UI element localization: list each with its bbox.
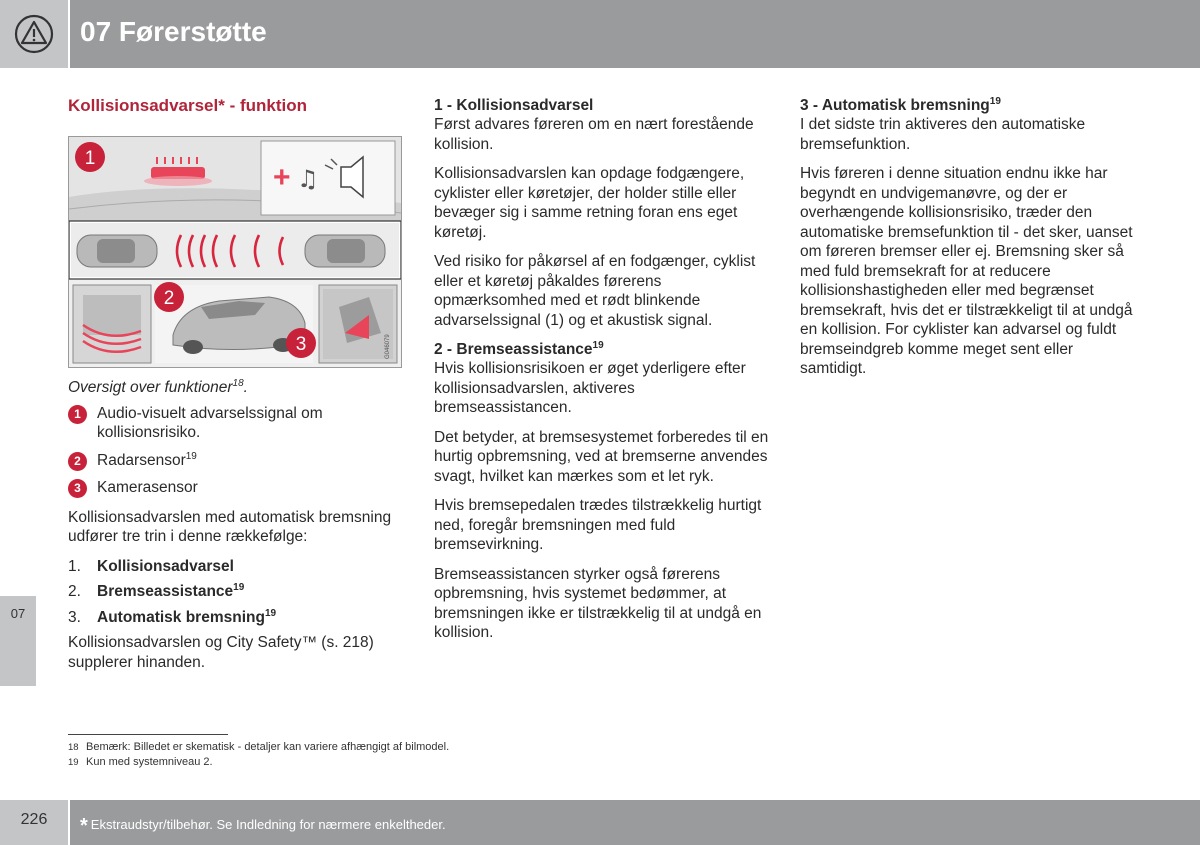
page-number: 226 [20, 811, 48, 828]
legend-text: Audio-visuelt advarselssignal om kollisionsrisiko. [97, 404, 323, 441]
asterisk-marker: * [80, 815, 88, 837]
column-2 [434, 96, 769, 653]
footnote-18: 18 Bemærk: Billedet er skematisk - detaljer kan variere afhængigt af bilmodel. [68, 741, 450, 753]
paragraph: Kollisionsadvarslen kan opdage fodgængere, cyklister eller køretøjer, der holder stille eller bevæger sig i samme retning foran ens eget køretøj. [434, 165, 745, 241]
legend-text: Radarsensor [97, 451, 186, 469]
footnote-19: 19 Kun med systemniveau 2. [68, 756, 213, 768]
legend-number-badge: 1 [68, 405, 87, 424]
paragraph: I det sidste trin aktiveres den automatiske bremsefunktion. [800, 116, 1086, 153]
list-item: 3. Automatisk bremsning$^{19}$ [68, 607, 277, 626]
section-title: Kollisionsadvarsel* - funktion [68, 96, 307, 115]
chapter-title: 07 Førerstøtte [80, 16, 267, 47]
subsection-heading-1: 1 - Kollisionsadvarsel [434, 97, 594, 114]
intro-paragraph: Kollisionsadvarslen med automatisk bremsning udfører tre trin i denne rækkefølge: [68, 508, 392, 545]
subsection-heading-3: 3 - Automatisk bremsning$^{19}$ [800, 95, 1001, 114]
paragraph: Ved risiko for påkørsel af en fodgænger, cyklist eller et køretøj påkaldes førerens opmærksomhed med et rødt blinkende advarselssignal (1) og et akustisk signal. [434, 253, 756, 329]
paragraph: Hvis bremsepedalen trædes tilstrækkelig hurtigt ned, foregår bremsningen med fuld bremsevirkning. [434, 497, 762, 553]
svg-text:♫: ♫ [297, 165, 319, 193]
paragraph: Bremseassistancen styrker også førerens opbremsning, hvis systemet bedømmer, at bremsningen ikke er tilstrækkelig til at undgå en kollision. [434, 565, 762, 641]
figure-callout-3: 3 [295, 334, 307, 355]
figure-caption: Oversigt over funktioner$^{18}$. [68, 377, 248, 396]
steps-list [68, 557, 398, 628]
figure-callout-2: 2 [163, 288, 175, 309]
paragraph: Hvis føreren i denne situation endnu ikke har begyndt en undvigemanøvre, og der er overhængende kollisionsrisiko, træder den automatiske bremsefunktion til - det sker, uanset om føreren bremser eller ej. Bremsning sker så med fuld bremsekraft for at reducere kollisionshastigheden eller med begrænset bremsekraft, hvis det er tilstrækkeligt til at undgå en kollision. For cyklister kan advarsel og fuldt bremseindgreb komme meget sent eller samtidigt. [800, 165, 1133, 377]
svg-text:+: + [273, 161, 291, 194]
paragraph: Hvis kollisionsrisikoen er øget yderligere efter kollisionsadvarslen, aktiveres bremseassistancen. [434, 360, 746, 416]
function-overview-figure [68, 136, 402, 368]
collision-warning-illustration [69, 137, 401, 367]
legend-number-badge: 2 [68, 452, 87, 471]
chapter-side-tab-label: 07 [10, 606, 26, 621]
column-1 [68, 96, 398, 682]
subsection-heading-2: 2 - Bremseassistance$^{19}$ [434, 339, 604, 358]
figure-image-code: G046079 [385, 334, 391, 359]
legend-item-3 [68, 478, 398, 498]
paragraph: Det betyder, at bremsesystemet forberedes til en hurtig opbremsning, ved at bremserne anvendes svagt, hvilket kan mærkes som et let ryk. [434, 428, 769, 485]
footnote-divider [68, 734, 228, 735]
list-item: 2. Bremseassistance$^{19}$ [68, 581, 245, 600]
legend-item-2 [68, 451, 398, 471]
footer-note: * Ekstraudstyr/tilbehør. Se Indledning for nærmere enkeltheder. [80, 815, 446, 837]
legend-text: Kamerasensor [97, 479, 198, 496]
column-3 [800, 96, 1135, 389]
legend-number-badge: 3 [68, 479, 87, 498]
list-item: 1. Kollisionsadvarsel [68, 557, 234, 575]
paragraph: Først advares føreren om en nært forestående kollision. [434, 116, 754, 153]
outro-paragraph: Kollisionsadvarslen og City Safety™ (s. 218) supplerer hinanden. [68, 634, 374, 671]
footnote-ref: 19 [185, 450, 197, 462]
warning-triangle-icon [14, 14, 54, 54]
figure-callout-1: 1 [84, 148, 96, 169]
legend-item-1 [68, 404, 398, 443]
